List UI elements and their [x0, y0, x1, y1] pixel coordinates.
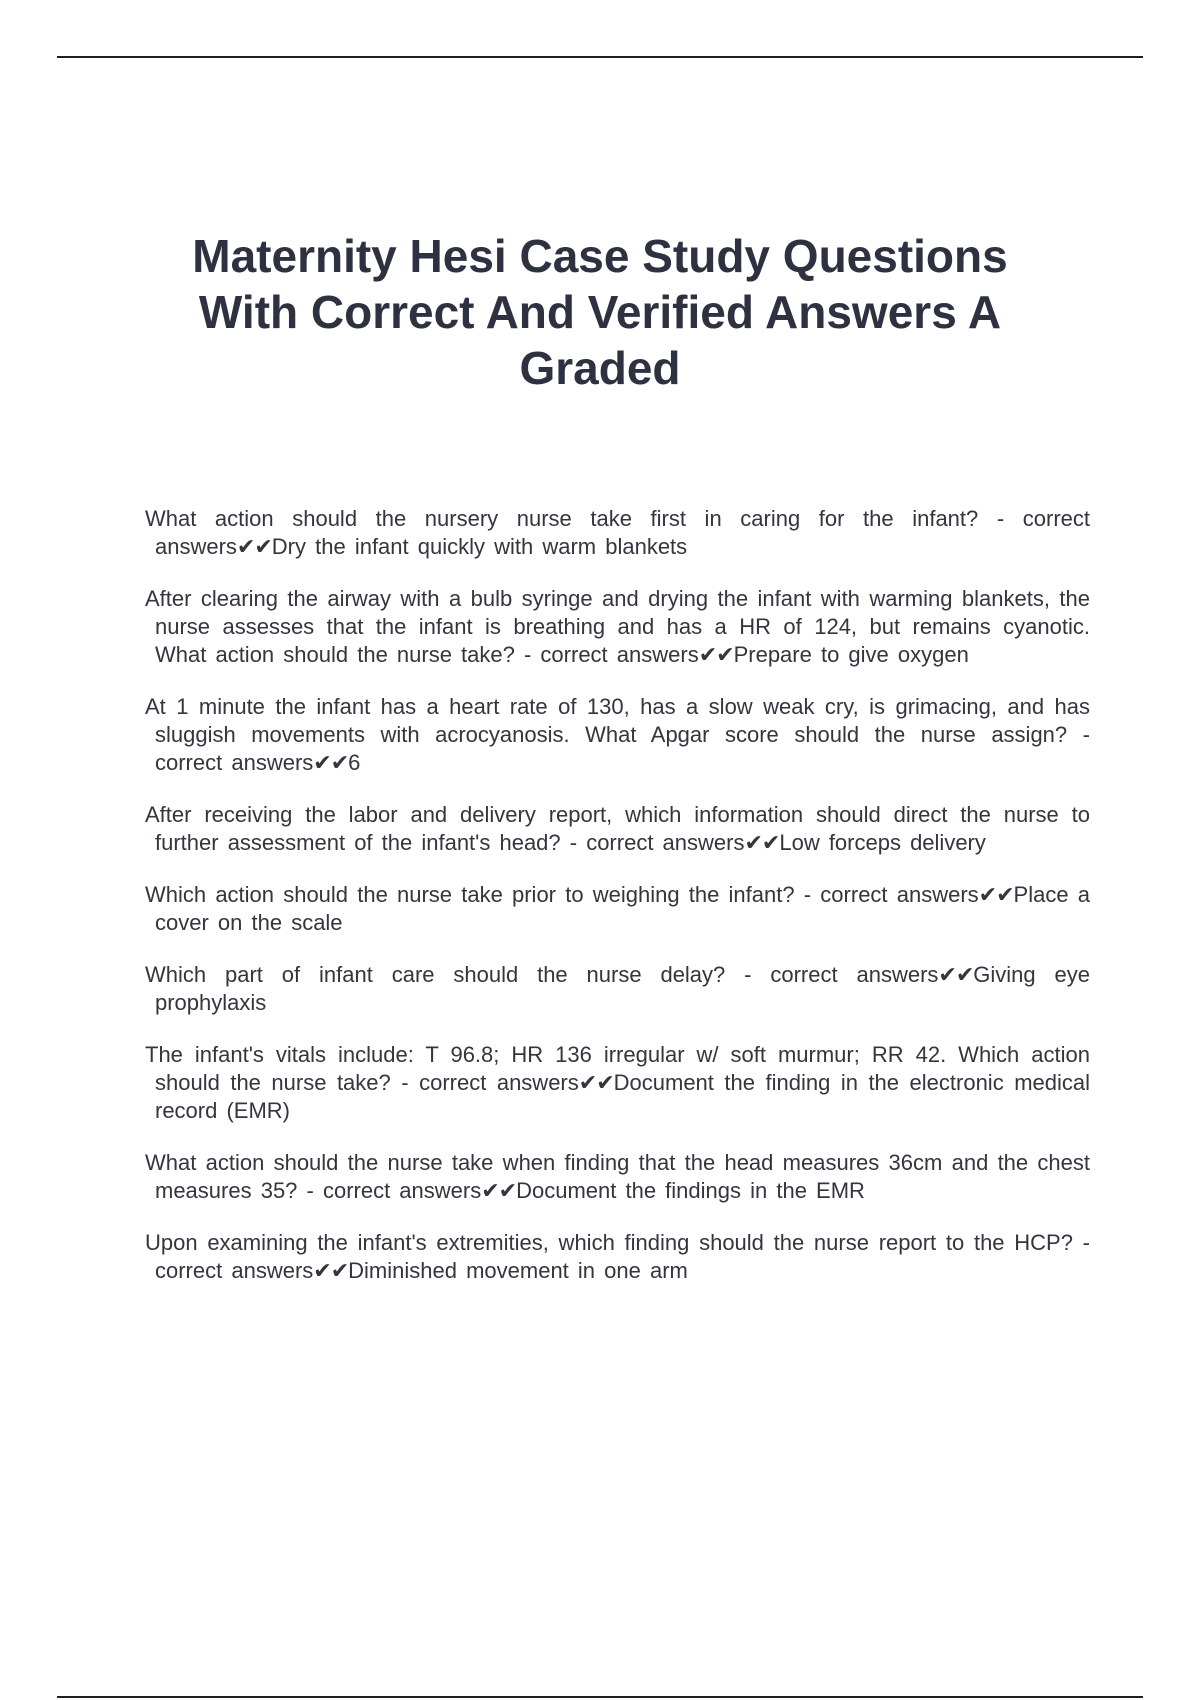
qa-item: [145, 881, 1090, 937]
check-marks-icon: ✔✔: [698, 642, 734, 667]
question-text: After clearing the airway with a bulb syringe and drying the infant with warming blankets, the nurse assesses that the infant is breathing and has a HR of 124, but remains cyanotic. What action should the nurse take? - correct answers: [145, 586, 1090, 667]
qa-item: [145, 1041, 1090, 1125]
question-text: What action should the nurse take when finding that the head measures 36cm and the chest measures 35? - correct answers: [145, 1150, 1090, 1203]
answer-text: Place a cover on the scale: [155, 882, 1090, 935]
answer-text: Dry the infant quickly with warm blankets: [271, 534, 688, 559]
qa-item: [145, 1149, 1090, 1205]
question-text: At 1 minute the infant has a heart rate of 130, has a slow weak cry, is grimacing, and has sluggish movements with acrocyanosis. What Apgar score should the nurse assign? - correct answers: [145, 694, 1090, 775]
qa-item: [145, 505, 1090, 561]
answer-text: Giving eye prophylaxis: [155, 962, 1090, 1015]
answer-text: Document the finding in the electronic medical record (EMR): [155, 1070, 1090, 1123]
answer-text: Diminished movement in one arm: [348, 1258, 688, 1283]
check-marks-icon: ✔✔: [578, 1070, 614, 1095]
check-marks-icon: ✔✔: [313, 750, 349, 775]
check-marks-icon: ✔✔: [236, 534, 272, 559]
qa-item: [145, 693, 1090, 777]
qa-list: [145, 505, 1090, 1309]
qa-item: [145, 585, 1090, 669]
answer-text: Document the findings in the EMR: [516, 1178, 865, 1203]
bottom-rule: [57, 1696, 1143, 1698]
answer-text: Low forceps delivery: [779, 830, 986, 855]
question-text: Which part of infant care should the nurse delay? - correct answers: [145, 962, 939, 987]
question-text: Upon examining the infant's extremities, which finding should the nurse report to the HCP? - correct answers: [145, 1230, 1090, 1283]
check-marks-icon: ✔✔: [938, 962, 974, 987]
question-text: What action should the nursery nurse take first in caring for the infant? - correct answers: [145, 506, 1090, 559]
document-title: Maternity Hesi Case Study Questions With Correct And Verified Answers A Graded: [192, 230, 1008, 394]
top-rule: [57, 56, 1143, 58]
check-marks-icon: ✔✔: [313, 1258, 349, 1283]
answer-text: Prepare to give oxygen: [733, 642, 969, 667]
check-marks-icon: ✔✔: [978, 882, 1014, 907]
qa-item: [145, 1229, 1090, 1285]
question-text: Which action should the nurse take prior to weighing the infant? - correct answers: [145, 882, 979, 907]
check-marks-icon: ✔✔: [481, 1178, 517, 1203]
qa-item: [145, 801, 1090, 857]
answer-text: 6: [348, 750, 361, 775]
qa-item: [145, 961, 1090, 1017]
question-text: The infant's vitals include: T 96.8; HR 136 irregular w/ soft murmur; RR 42. Which action should the nurse take? - correct answers: [145, 1042, 1090, 1095]
check-marks-icon: ✔✔: [744, 830, 780, 855]
question-text: After receiving the labor and delivery report, which information should direct the nurse to further assessment of the infant's head? - correct answers: [145, 802, 1090, 855]
